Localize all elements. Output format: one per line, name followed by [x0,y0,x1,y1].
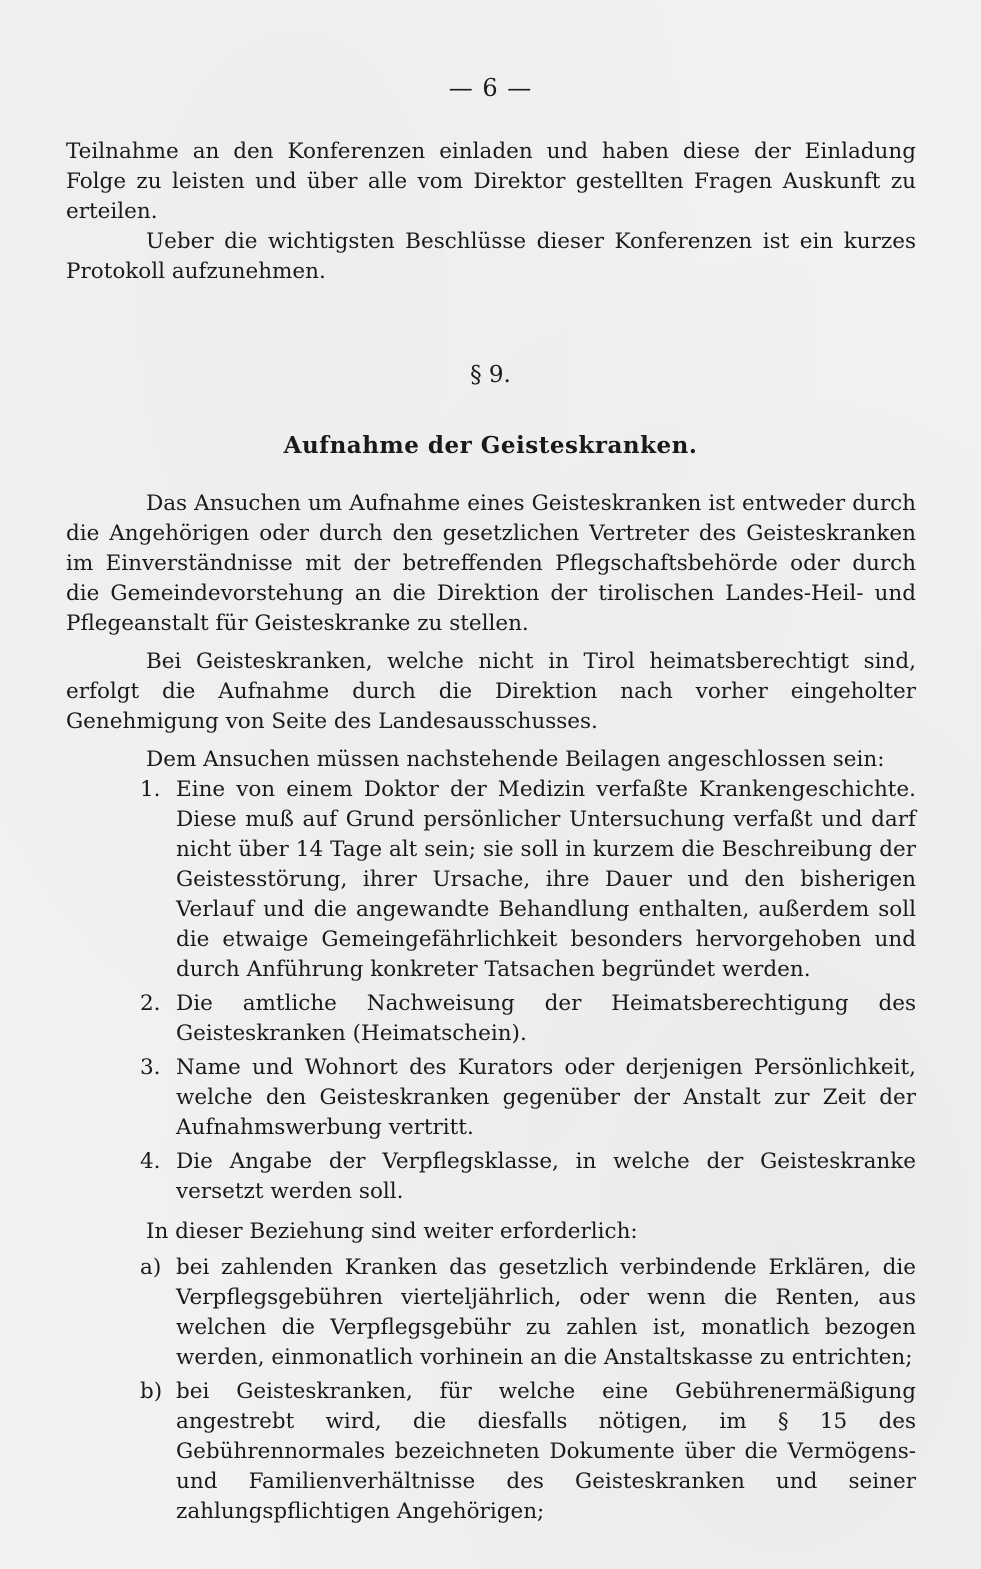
list-marker: 1. [140,777,161,802]
lettered-list [66,1253,916,1527]
list-item-text: Die Angabe der Verpflegsklasse, in welche der Geisteskranke versetzt werden soll. [176,1149,916,1204]
list-item-text: bei zahlenden Kranken das gesetzlich verbindende Erklären, die Verpflegsgebühren vierteljährlich, oder wenn die Renten, aus welchen die Verpflegsgebühr zu zahlen ist, monatlich bezogen werden, einmonatlich vorhinein an die Anstaltskasse zu entrichten; [176,1255,916,1370]
list-marker: a) [140,1255,162,1280]
paragraph-conference-invitation: Teilnahme an den Konferenzen einladen und haben diese der Einladung Folge zu leisten und über alle vom Direktor gestellten Fragen Auskunft zu erteilen. [66,139,916,224]
list-marker: 2. [140,991,161,1016]
paragraph-non-tyrol: Bei Geisteskranken, welche nicht in Tirol heimatsberechtigt sind, erfolgt die Aufnahme durch die Direktion nach vorher eingeholter Genehmigung von Seite des Landesausschusses. [66,649,916,734]
numbered-list [66,775,916,1207]
page-number: — 6 — [448,74,533,102]
list-item [66,775,916,985]
list-item [66,989,916,1049]
list-marker: 4. [140,1149,161,1174]
list-marker: 3. [140,1055,161,1080]
list-item-text: Eine von einem Doktor der Medizin verfaßte Krankengeschichte. Diese muß auf Grund persönlicher Untersuchung verfaßt und darf nicht über 14 Tage alt sein; sie soll in kurzem die Beschreibung der Geistesstörung, ihrer Ursache, ihre Dauer und den bisherigen Verlauf und die angewandte Behandlung enthalten, außerdem soll die etwaige Gemeingefährlichkeit besonders hervorgehoben und durch Anführung konkreter Tatsachen begründet werden. [176,777,916,982]
section-mark: § 9. [470,362,511,388]
section-heading: Aufnahme der Geisteskranken. [283,432,698,459]
paragraph-further-requirements: In dieser Beziehung sind weiter erforderlich: [146,1219,638,1244]
paragraph-attachments-intro: Dem Ansuchen müssen nachstehende Beilagen angeschlossen sein: [146,747,885,772]
list-item [66,1253,916,1373]
paragraph-protocol: Ueber die wichtigsten Beschlüsse dieser Konferenzen ist ein kurzes Protokoll aufzunehmen. [66,229,916,284]
list-item-text: Name und Wohnort des Kurators oder derjenigen Persönlichkeit, welche den Geisteskranken gegenüber der Anstalt zur Zeit der Aufnahmswerbung vertritt. [176,1055,916,1140]
main-text-block [66,489,916,1527]
list-item [66,1053,916,1143]
list-item [66,1147,916,1207]
list-item [66,1377,916,1527]
list-item-text: Die amtliche Nachweisung der Heimatsberechtigung des Geisteskranken (Heimatschein). [176,991,916,1046]
top-text-block [66,137,916,287]
list-item-text: bei Geisteskranken, für welche eine Gebührenermäßigung angestrebt wird, die diesfalls nötigen, im § 15 des Gebührennormales bezeichneten Dokumente über die Vermögens- und Familienverhältnisse des Geisteskranken und seiner zahlungspflichtigen Angehörigen; [176,1379,916,1524]
paragraph-application: Das Ansuchen um Aufnahme eines Geisteskranken ist entweder durch die Angehörigen oder durch den gesetzlichen Vertreter des Geisteskranken im Einverständnisse mit der betreffenden Pflegschaftsbehörde oder durch die Gemeindevorstehung an die Direktion der tirolischen Landes-Heil- und Pflegeanstalt für Geisteskranke zu stellen. [66,491,916,636]
list-marker: b) [140,1379,163,1404]
